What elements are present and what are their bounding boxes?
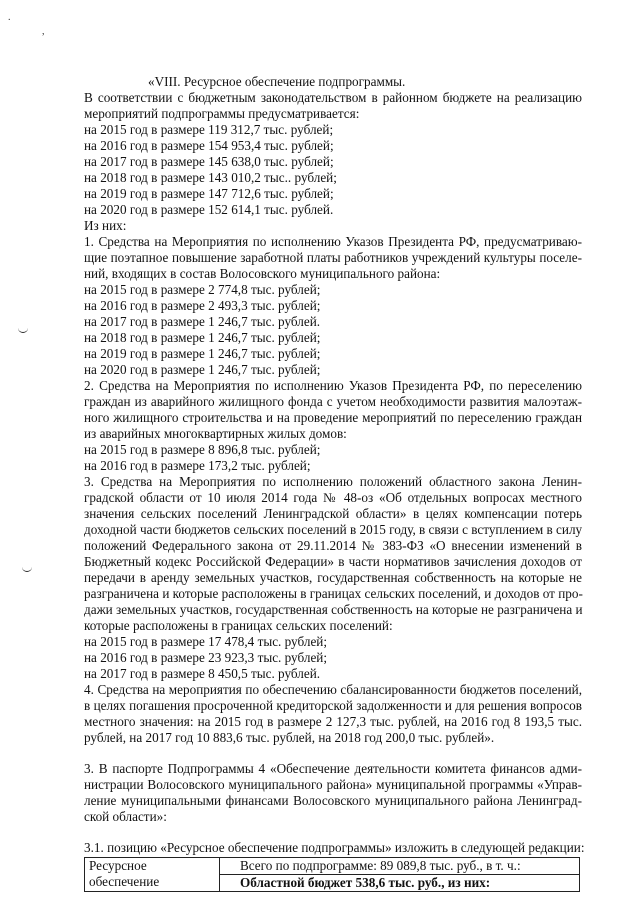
item3-text-line: которые расположены в границах сельских поселений:: [84, 618, 393, 633]
year-line: на 2019 год в размере 147 712,6 тыс. рублей;: [84, 186, 334, 201]
scan-dot-mark: .: [8, 12, 11, 23]
item3-text-line: значения сельских поселений Ленинградской области» в целях компенсации потерь: [84, 506, 582, 521]
item4-text-line: 4. Средства на мероприятия по обеспечению сбалансированности бюджетов поселений,: [84, 682, 582, 697]
item1-year-line: на 2017 год в размере 1 246,7 тыс. рублей.: [84, 314, 321, 329]
item4-text-line: местного значения: на 2015 год в размере 2 127,3 тыс. рублей, на 2016 год 8 193,5 тыс.: [84, 714, 582, 729]
item2-text-line: ного жилищного строительства и на проведение мероприятий по переселению граждан: [84, 410, 582, 425]
item3-text-line: градской области от 10 июля 2014 года № 48-оз «Об отдельных вопросах местного: [84, 490, 582, 505]
para3-line: нистрации Волосовского муниципального района» муниципальной программы «Управ-: [84, 777, 582, 792]
item2-text-line: 2. Средства на Мероприятия по исполнению Указов Президента РФ, по переселению: [84, 378, 582, 393]
item1-year-line: на 2015 год в размере 2 774,8 тыс. рублей;: [84, 282, 321, 297]
section-title: «VIII. Ресурсное обеспечение подпрограммы.: [148, 74, 406, 89]
item3-year-line: на 2016 год в размере 23 923,3 тыс. рублей;: [84, 650, 328, 665]
item1-text-line: 1. Средства на Мероприятия по исполнению Указов Президента РФ, предусматриваю-: [84, 234, 582, 249]
item3-text-line: разграничена и которые расположены в границах сельских поселений, и доходов от про-: [84, 586, 583, 601]
item3-text-line: 3. Средства на Мероприятия по исполнению положений областного закона Ленин-: [84, 474, 582, 489]
item3-text-line: положений Федерального закона от 29.11.2014 № 383-ФЗ «О внесении изменений в: [84, 538, 582, 553]
item1-year-line: на 2016 год в размере 2 493,3 тыс. рублей;: [84, 298, 321, 313]
item2-text-line: из аварийных многоквартирных жилых домов:: [84, 426, 347, 441]
item1-text-line: ний, входящих в состав Волосовского муниципального района:: [84, 266, 441, 281]
year-line: на 2015 год в размере 119 312,7 тыс. рублей;: [84, 122, 334, 137]
year-line: на 2020 год в размере 152 614,1 тыс. рублей.: [84, 202, 334, 217]
intro-line: В соответствии с бюджетным законодательством в районном бюджете на реализацию: [84, 90, 582, 105]
item3-year-line: на 2017 год в размере 8 450,5 тыс. рублей.: [84, 666, 321, 681]
year-line: на 2017 год в размере 145 638,0 тыс. рублей;: [84, 154, 334, 169]
item1-text-line: щие поэтапное повышение заработной платы работников учреждений культуры поселе-: [84, 250, 582, 265]
of-them-label: Из них:: [84, 218, 127, 233]
intro-line: мероприятий подпрограммы предусматривается:: [84, 106, 360, 121]
item1-year-line: на 2018 год в размере 1 246,7 тыс. рублей;: [84, 330, 321, 345]
item3-text-line: Бюджетный кодекс Российской Федерации» в части нормативов зачисления доходов от: [84, 554, 582, 569]
item3-text-line: доходной части бюджетов сельских поселений в 2015 году, в связи с вступлением в силу: [84, 522, 583, 537]
para3-line: ление муниципальными финансами Волосовского муниципального района Ленинград-: [84, 793, 582, 808]
table-value-cell: Областной бюджет 538,6 тыс. руб., из них:: [220, 875, 580, 892]
table-row: [85, 858, 580, 875]
item1-year-line: на 2019 год в размере 1 246,7 тыс. рублей;: [84, 346, 321, 361]
para3-line: ской области»:: [84, 809, 167, 824]
para31-line: 3.1. позицию «Ресурсное обеспечение подпрограммы» изложить в следующей редакции:: [84, 840, 585, 855]
margin-curve-mark: [18, 327, 28, 333]
item3-text-line: дажи земельных участков, государственная собственность на которые не разграничена и: [84, 602, 583, 617]
para3-line: 3. В паспорте Подпрограммы 4 «Обеспечение деятельности комитета финансов адми-: [84, 761, 582, 776]
item1-year-line: на 2020 год в размере 1 246,7 тыс. рублей;: [84, 362, 321, 377]
year-line: на 2016 год в размере 154 953,4 тыс. рублей;: [84, 138, 334, 153]
year-line: на 2018 год в размере 143 010,2 тыс.. рублей;: [84, 170, 337, 185]
table-value-cell: Всего по подпрограмме: 89 089,8 тыс. руб., в т. ч.:: [220, 858, 580, 875]
item4-text-line: в целях погашения просроченной кредиторской задолженности и для решения вопросов: [84, 698, 582, 713]
table-label-cell: Ресурсное обеспечение: [85, 858, 220, 892]
item2-text-line: граждан из аварийного жилищного фонда с учетом необходимости развития малоэтаж-: [84, 394, 582, 409]
item4-text-line: рублей, на 2017 год 10 883,6 тыс. рублей, на 2018 год 200,0 тыс. рублей».: [84, 730, 495, 745]
resource-table: [84, 857, 580, 892]
scan-comma-mark: ,: [42, 26, 45, 37]
item2-year-line: на 2015 год в размере 8 896,8 тыс. рублей;: [84, 442, 321, 457]
item2-year-line: на 2016 год в размере 173,2 тыс. рублей;: [84, 458, 311, 473]
margin-curve-mark: [22, 566, 32, 572]
item3-text-line: передачи в аренду земельных участков, государственная собственность на которые не: [84, 570, 582, 585]
item3-year-line: на 2015 год в размере 17 478,4 тыс. рублей;: [84, 634, 328, 649]
